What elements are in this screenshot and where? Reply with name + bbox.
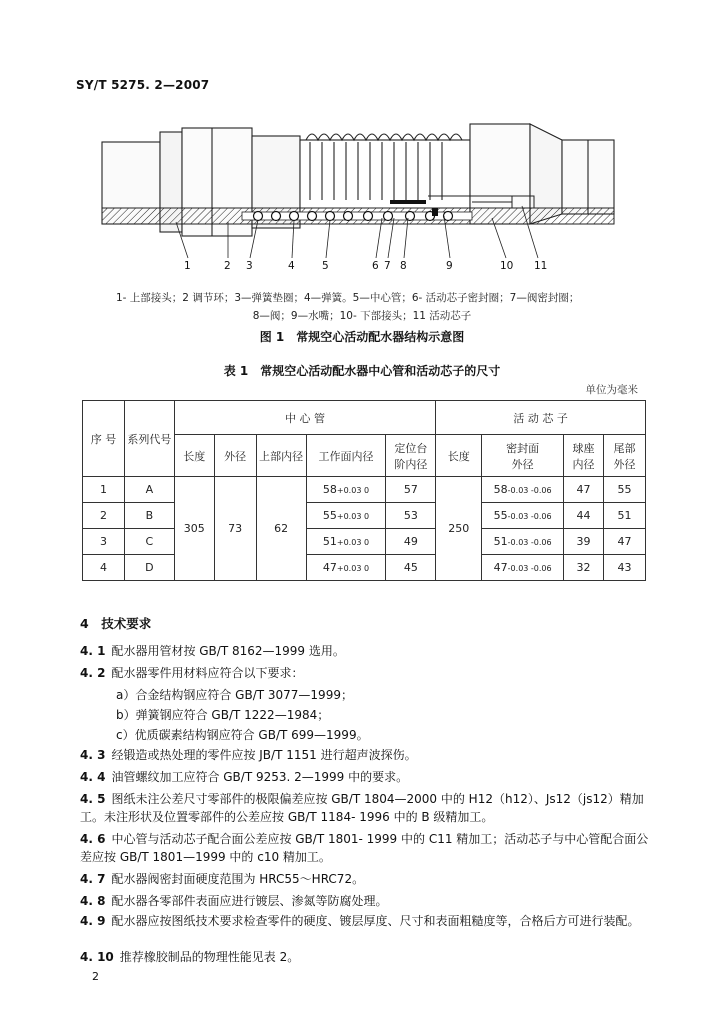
tolerance: +0.03 0	[336, 486, 370, 495]
cell-ball: 44	[564, 503, 604, 529]
section-title: 4 技术要求	[80, 616, 152, 631]
value: 55	[493, 509, 508, 522]
callout-number: 7	[384, 260, 391, 272]
clause-4-1	[80, 642, 650, 660]
table-title: 表 1 常规空心活动配水器中心管和活动芯子的尺寸	[223, 364, 501, 378]
callout-number: 2	[224, 260, 231, 272]
callout-number: 11	[534, 260, 548, 272]
callout-number: 8	[400, 260, 407, 272]
cell-tail: 47	[604, 529, 646, 555]
header-text: 内径	[572, 457, 595, 471]
clause-number: 4. 10	[80, 950, 114, 964]
cell-seal	[482, 529, 564, 555]
header-seal-outer	[482, 435, 564, 477]
cell-outer: 73	[214, 477, 256, 581]
tolerance: +0.03 0	[336, 512, 370, 521]
clause-number: 4. 1	[80, 644, 106, 658]
clause-4-4	[80, 768, 650, 786]
header-text: 外径	[613, 457, 636, 471]
cell-ball: 32	[564, 555, 604, 581]
clause-4-9	[80, 912, 650, 930]
header-tail-outer	[604, 435, 646, 477]
clause-4-3	[80, 746, 650, 764]
value: 47	[493, 561, 508, 574]
tolerance: -0.03 -0.06	[507, 486, 552, 495]
figure-legend-line-2: 8—阀；9—水嘴；10- 下部接头；11 活动芯子	[252, 310, 472, 322]
callout-number: 4	[288, 260, 295, 272]
cell-tail: 51	[604, 503, 646, 529]
callout-number: 5	[322, 260, 329, 272]
header-positioning-inner	[386, 435, 436, 477]
cell-seal	[482, 503, 564, 529]
clause-number: 4. 8	[80, 894, 106, 908]
figure-title: 图 1 常规空心活动配水器结构示意图	[259, 330, 465, 344]
header-outer-diameter: 外径	[214, 435, 256, 477]
sub-item-c: c）优质碳素结构钢应符合 GB/T 699—1999。	[116, 728, 369, 742]
header-text: 密封面	[506, 441, 540, 455]
header-length: 长度	[174, 435, 214, 477]
cell-upper-inner: 62	[256, 477, 306, 581]
value: 51	[322, 535, 337, 548]
figure-legend-line-1: 1- 上部接头；2 调节环；3—弹簧垫圈；4—弹簧。5—中心管；6- 活动芯子密封圈；7—阀密封圈；	[116, 292, 580, 304]
cell-length: 305	[174, 477, 214, 581]
clause-4-7	[80, 870, 650, 888]
header-seq: 序 号	[83, 401, 125, 477]
clause-4-2	[80, 664, 650, 682]
cell-tail: 43	[604, 555, 646, 581]
cell-series: C	[124, 529, 174, 555]
table-row	[83, 529, 646, 555]
cell-seq: 3	[83, 529, 125, 555]
cell-seal	[482, 555, 564, 581]
header-ball-seat	[564, 435, 604, 477]
header-text: 尾部	[613, 441, 636, 455]
table-row	[83, 477, 646, 503]
clause-text: 配水器阀密封面硬度范围为 HRC55～HRC72。	[111, 872, 365, 886]
callout-number: 10	[500, 260, 514, 272]
cell-seq: 2	[83, 503, 125, 529]
tolerance: -0.03 -0.06	[507, 564, 552, 573]
cell-work-inner	[306, 529, 386, 555]
clause-number: 4. 6	[80, 832, 106, 846]
cell-series: A	[124, 477, 174, 503]
callout-number: 6	[372, 260, 379, 272]
callout-number: 3	[246, 260, 253, 272]
value: 55	[322, 509, 337, 522]
value: 51	[493, 535, 508, 548]
clause-number: 4. 7	[80, 872, 106, 886]
table-row	[83, 555, 646, 581]
cell-ball: 47	[564, 477, 604, 503]
clause-number: 4. 4	[80, 770, 106, 784]
page-number: 2	[92, 970, 99, 983]
cell-seal	[482, 477, 564, 503]
header-text: 定位台	[394, 441, 428, 455]
clause-4-8	[80, 892, 650, 910]
header-upper-inner: 上部内径	[256, 435, 306, 477]
clause-number: 4. 5	[80, 792, 106, 806]
tolerance: +0.03 0	[336, 538, 370, 547]
cell-series: D	[124, 555, 174, 581]
cell-pos: 49	[386, 529, 436, 555]
header-text: 外径	[511, 457, 534, 471]
header-center-pipe: 中 心 管	[174, 401, 436, 435]
header-text: 阶内径	[394, 457, 428, 471]
clause-4-10	[80, 948, 650, 966]
header-text: 球座	[572, 441, 595, 455]
cell-seq: 4	[83, 555, 125, 581]
header-work-inner: 工作面内径	[306, 435, 386, 477]
standard-code: SY/T 5275. 2—2007	[76, 78, 210, 92]
cell-series: B	[124, 503, 174, 529]
cell-seq: 1	[83, 477, 125, 503]
clause-text: 中心管与活动芯子配合面公差应按 GB/T 1801- 1999 中的 C11 精加工；活动芯子与中心管配合面公差应按 GB/T 1801—1999 中的 c10 精加工。	[80, 832, 649, 864]
cell-core-length: 250	[436, 477, 482, 581]
header-active-core: 活 动 芯 子	[436, 401, 646, 435]
cell-pos: 53	[386, 503, 436, 529]
value: 58	[493, 483, 508, 496]
cell-pos: 45	[386, 555, 436, 581]
clause-number: 4. 2	[80, 666, 106, 680]
clause-text: 经锻造或热处理的零件应按 JB/T 1151 进行超声波探伤。	[111, 748, 417, 762]
cell-work-inner	[306, 477, 386, 503]
tolerance: -0.03 -0.06	[507, 538, 552, 547]
cell-tail: 55	[604, 477, 646, 503]
clause-text: 图纸未注公差尺寸零部件的极限偏差应按 GB/T 1804—2000 中的 H12（h12）、Js12（js12）精加工。未注形状及位置零部件的公差应按 GB/T 1184- 1996 中的 B 级精加工。	[80, 792, 644, 824]
table-row	[83, 503, 646, 529]
dimension-table	[82, 400, 646, 581]
tolerance: -0.03 -0.06	[507, 512, 552, 521]
clause-number: 4. 9	[80, 914, 106, 928]
cell-pos: 57	[386, 477, 436, 503]
callout-number: 1	[184, 260, 191, 272]
value: 58	[322, 483, 337, 496]
cell-ball: 39	[564, 529, 604, 555]
callout-number: 9	[446, 260, 453, 272]
clause-text: 推荐橡胶制品的物理性能见表 2。	[119, 950, 300, 964]
sub-item-b: b）弹簧钢应符合 GB/T 1222—1984；	[116, 708, 330, 722]
header-core-length: 长度	[436, 435, 482, 477]
clause-text: 配水器应按图纸技术要求检查零件的硬度、镀层厚度、尺寸和表面粗糙度等，合格后方可进行装配。	[111, 914, 640, 928]
tolerance: +0.03 0	[336, 564, 370, 573]
sub-item-a: a）合金结构钢应符合 GB/T 3077—1999；	[116, 688, 353, 702]
clause-number: 4. 3	[80, 748, 106, 762]
figure-callouts	[92, 260, 640, 274]
table-unit: 单位为毫米	[585, 384, 638, 396]
value: 47	[322, 561, 337, 574]
clause-text: 配水器各零部件表面应进行镀层、渗氮等防腐处理。	[111, 894, 388, 908]
cell-work-inner	[306, 555, 386, 581]
clause-text: 配水器用管材按 GB/T 8162—1999 选用。	[111, 644, 345, 658]
clause-4-5	[80, 790, 650, 826]
header-series: 系列代号	[124, 401, 174, 477]
cell-work-inner	[306, 503, 386, 529]
clause-4-6	[80, 830, 650, 866]
clause-text: 油管螺纹加工应符合 GB/T 9253. 2—1999 中的要求。	[111, 770, 409, 784]
clause-text: 配水器零件用材料应符合以下要求：	[111, 666, 304, 680]
